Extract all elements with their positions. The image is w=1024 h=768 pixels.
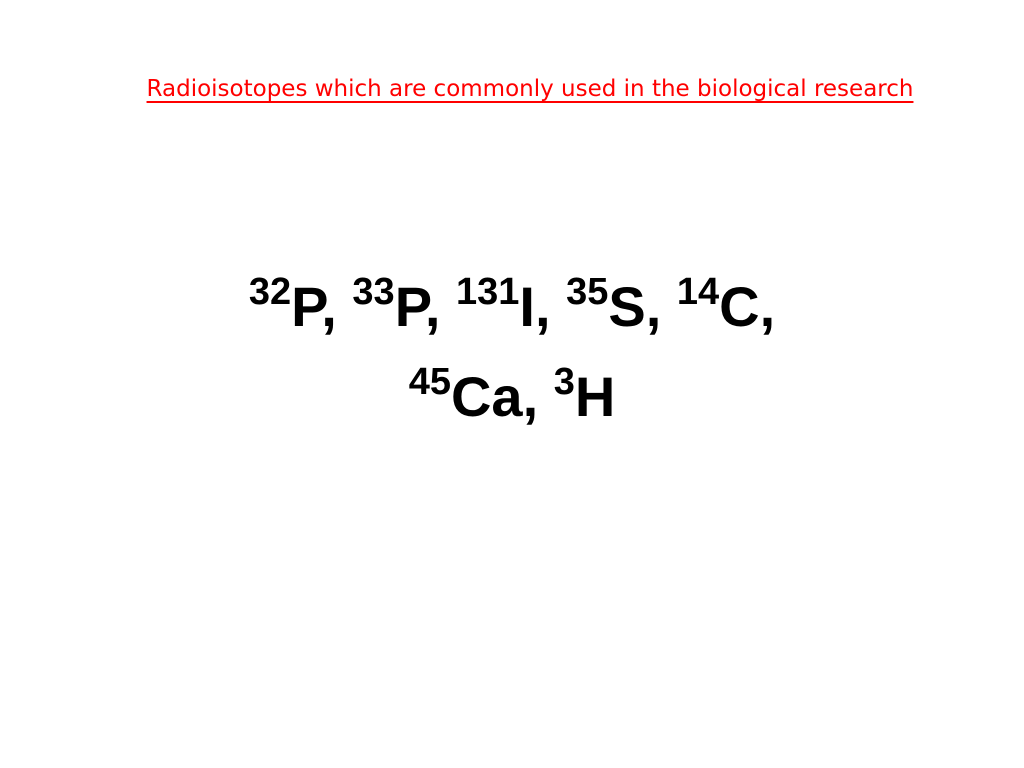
element-symbol: Ca xyxy=(450,365,523,428)
separator: , xyxy=(321,275,353,338)
element-symbol: S xyxy=(608,275,646,338)
element-symbol: P xyxy=(291,275,322,338)
separator: , xyxy=(645,275,677,338)
isotope-i131 xyxy=(455,271,535,338)
line-ending: , xyxy=(759,275,776,338)
mass-number: 33 xyxy=(352,271,395,313)
isotope-c14 xyxy=(676,271,760,338)
element-symbol: P xyxy=(394,275,425,338)
isotope-h3 xyxy=(553,361,616,428)
element-symbol: C xyxy=(719,275,760,338)
mass-number: 131 xyxy=(455,271,520,313)
isotope-p32 xyxy=(248,271,322,338)
element-symbol: H xyxy=(574,365,616,428)
separator: , xyxy=(522,365,554,428)
mass-number: 32 xyxy=(248,271,292,313)
element-symbol: I xyxy=(519,275,535,338)
separator: , xyxy=(424,275,456,338)
mass-number: 14 xyxy=(676,271,720,313)
isotope-ca45 xyxy=(408,361,523,428)
isotope-line-2 xyxy=(0,352,1024,442)
mass-number: 35 xyxy=(566,271,609,313)
isotope-list xyxy=(0,262,1024,442)
slide-title: Radioisotopes which are commonly used in the biological research xyxy=(146,76,914,102)
mass-number: 3 xyxy=(553,361,575,403)
isotope-s35 xyxy=(566,271,646,338)
separator: , xyxy=(534,275,567,338)
isotope-p33 xyxy=(352,271,425,338)
mass-number: 45 xyxy=(408,361,451,403)
isotope-line-1 xyxy=(0,262,1024,352)
